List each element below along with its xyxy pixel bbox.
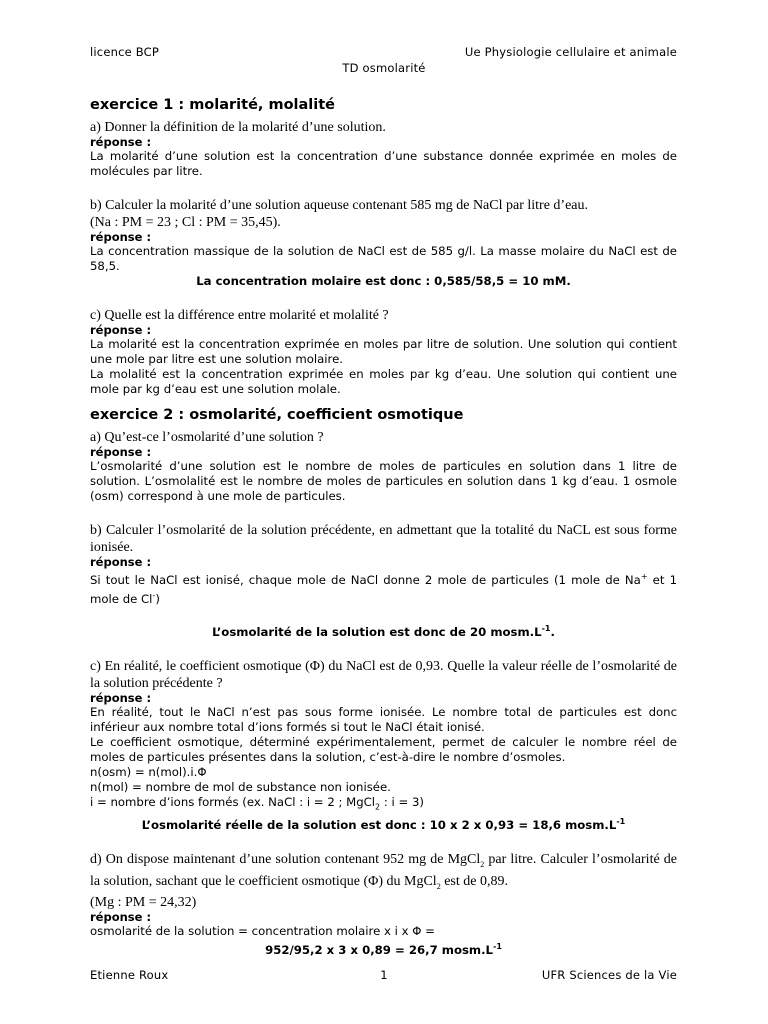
answer-label: réponse : (90, 445, 152, 459)
footer-institution: UFR Sciences de la Vie (541, 968, 677, 982)
answer-label: réponse : (90, 555, 152, 569)
ex1-question-b: b) Calculer la molarité d’une solution aqueuse contenant 585 mg de NaCl par litre d’eau. (90, 198, 589, 213)
ex1-answer-c-2: La molalité est la concentration exprimée en moles par kg d’eau. Une solution qui contient une mole par kg d’eau est une solution molale. (90, 367, 677, 396)
answer-label: réponse : (90, 323, 152, 337)
ex1-question-b-data: (Na : PM = 23 ; Cl : PM = 35,45). (90, 215, 281, 230)
ex2-answer-b: Si tout le NaCl est ionisé, chaque mole de NaCl donne 2 mole de particules (1 mole de Na+ et 1 mole de Cl-) (90, 572, 678, 606)
ex1-question-c: c) Quelle est la différence entre molarité et molalité ? (90, 308, 389, 323)
ex2-answer-c-2: Le coefficient osmotique, déterminé expérimentalement, permet de calculer le nombre réel de moles de particules présentes dans la solution, c’est-à-dire le nombre d’osmoles. (90, 734, 677, 764)
ex1-answer-c-1: La molarité est la concentration exprimée en moles par litre de solution. Une solution qui contient une mole par litre est une solution molaire. (90, 337, 677, 366)
header-center: TD osmolarité (342, 61, 426, 75)
exercise-1-title: exercice 1 : molarité, molalité (90, 97, 335, 113)
page-number: 1 (380, 968, 388, 982)
answer-label: réponse : (90, 230, 152, 244)
ex2-result-b: L’osmolarité de la solution est donc de 20 $mosm.L^{-1}$. (212, 623, 555, 639)
ex2-answer-c-1: En réalité, tout le NaCl n’est pas sous forme ionisée. Le nombre total de particules est donc inférieur aux nombre total d’ions formés si tout le NaCl était ionisé. (90, 704, 677, 734)
answer-label: réponse : (90, 135, 152, 149)
ex2-formula: n(osm) = n(mol).i.Φ (90, 764, 207, 779)
header-right: Ue Physiologie cellulaire et animale (464, 45, 677, 59)
ex2-result-d: 952/95,2 x 3 x 0,89 = 26,7 $mosm.L^{-1}$ (265, 942, 502, 958)
ex2-result-c: L’osmolarité réelle de la solution est donc : 10 x 2 x 0,93 = 18,6 $mosm.L^{-1}$ (141, 817, 626, 832)
exercise-2-title: exercice 2 : osmolarité, coefficient osmotique (90, 407, 464, 423)
ex2-question-a: a) Qu’est-ce l’osmolarité d’une solution ? (90, 430, 324, 445)
ex2-formula-def-2: i = nombre d’ions formés (ex. NaCl : i = 2 ; MgCl$_2$ : i = 3) (90, 794, 424, 811)
ex2-question-c: c) En réalité, le coefficient osmotique (Φ) du NaCl est de 0,93. Quelle la valeur réelle de l’osmolarité de la solution précédente ? (90, 658, 677, 691)
ex2-question-d: d) On dispose maintenant d’une solution contenant 952 mg de MgCl$_2$ par litre. Calculer l’osmolarité de la solution, sachant que le coefficient osmotique (Φ) du MgCl$_2$ est de 0,89. (90, 851, 677, 891)
document-body (90, 97, 677, 958)
ex1-answer-a: La molarité d’une solution est la concentration d’une substance donnée exprimée en moles de molécules par litre. (90, 149, 677, 178)
ex2-answer-d: osmolarité de la solution = concentration molaire x i x Φ = (90, 924, 435, 939)
ex2-answer-a: L’osmolarité d’une solution est le nombre de moles de particules en solution dans 1 litre de solution. L’osmolalité est le nombre de moles de particules en solution dans 1 kg d’eau. 1 osmole (osm) correspond à une mole de particules. (90, 459, 677, 503)
ex2-question-b: b) Calculer l’osmolarité de la solution précédente, en admettant que la totalité du NaCL est sous forme ionisée. (90, 523, 677, 555)
answer-label: réponse : (90, 690, 152, 705)
answer-label: réponse : (90, 910, 152, 925)
ex1-result-b: La concentration molaire est donc : 0,585/58,5 = 10 mM. (196, 274, 571, 288)
header-left: licence BCP (90, 45, 159, 59)
ex2-question-d-data: (Mg : PM = 24,32) (90, 895, 197, 911)
footer-author: Etienne Roux (90, 968, 169, 982)
ex1-question-a: a) Donner la définition de la molarité d’une solution. (90, 120, 386, 135)
ex2-formula-def-1: n(mol) = nombre de mol de substance non ionisée. (90, 779, 391, 794)
ex1-answer-b: La concentration massique de la solution de NaCl est de 585 g/l. La masse molaire du NaCl est de 58,5. (90, 244, 677, 273)
